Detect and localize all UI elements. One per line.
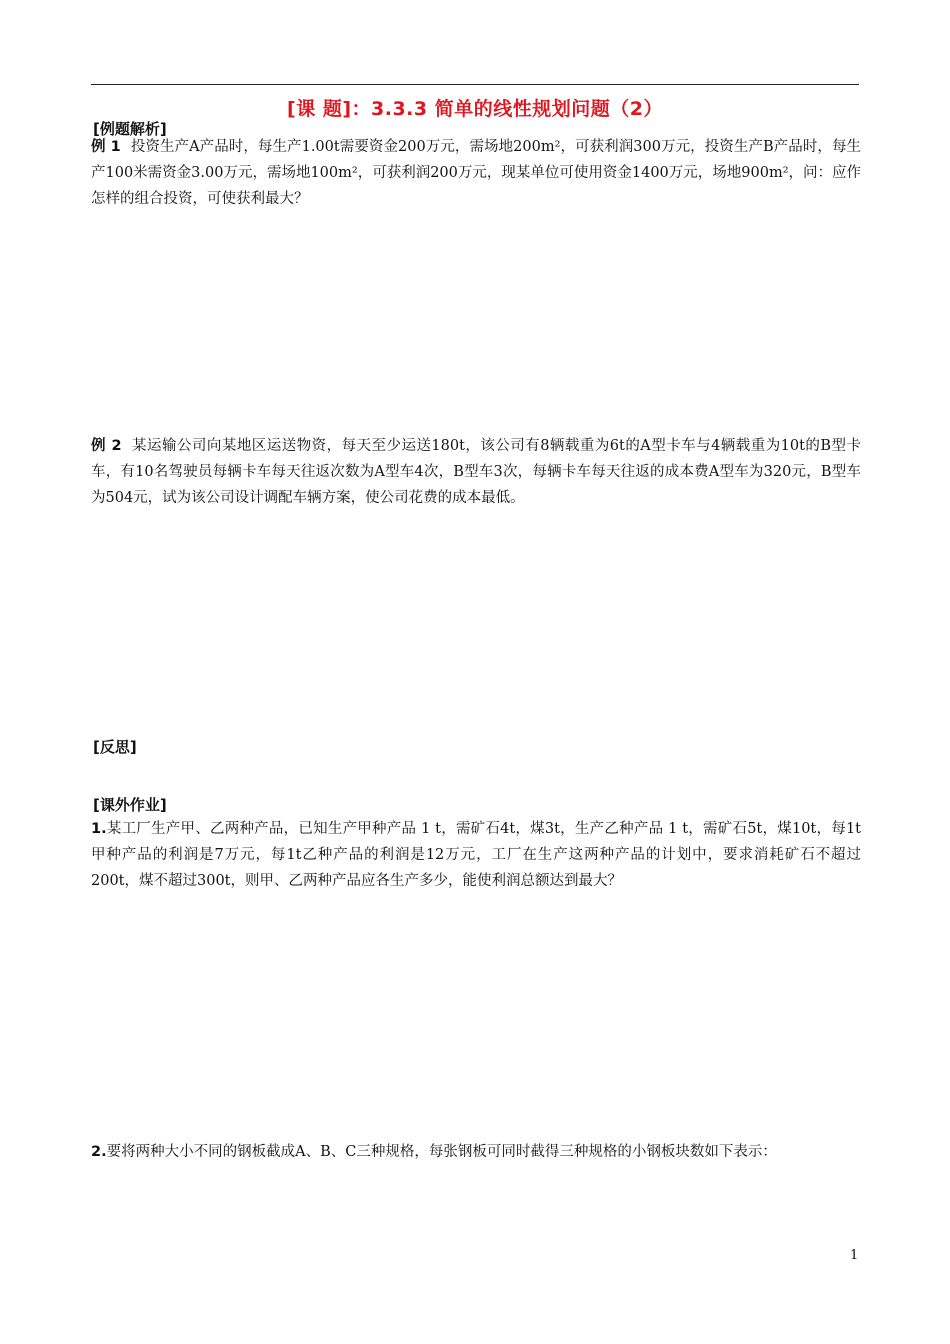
homework-item-1 (91, 816, 861, 894)
homework-1-text: 某工厂生产甲、乙两种产品，已知生产甲种产品 1 t，需矿石4t，煤3t，生产乙种产品 1 t，需矿石5t，煤10t，每1t甲种产品的利润是7万元，每1t乙种产品的利润是12万元，工厂在生产这两种产品的计划中，要求消耗矿石不超过200t，煤不超过300t，则甲、乙两种产品应各生产多少，能使利润总额达到最大？ (91, 821, 861, 889)
lesson-title: [课 题]：3.3.3 简单的线性规划问题（2） (287, 98, 663, 120)
homework-heading: [课外作业] (93, 796, 167, 814)
homework-1-number: 1. (91, 821, 107, 837)
reflection-heading: [反思] (93, 738, 137, 756)
example-1-text: 投资生产A产品时，每生产1.00t需要资金200万元，需场地200m²，可获利润300万元，投资生产B产品时，每生产100米需资金3.00万元，需场地100m²，可获利润200万元，现某单位可使用资金1400万元，场地900m²，问：应作怎样的组合投资，可使获利最大？ (91, 139, 862, 207)
example-2 (91, 433, 861, 511)
example-2-text: 某运输公司向某地区运送物资，每天至少运送180t，该公司有8辆载重为6t的A型卡车与4辆载重为10t的B型卡车，有10名驾驶员每辆卡车每天往返次数为A型车4次，B型车3次，每辆卡车每天往返的成本费A型车为320元，B型车为504元，试为该公司设计调配车辆方案，使公司花费的成本最低。 (91, 438, 861, 506)
homework-2-text: 要将两种大小不同的钢板截成A、B、C三种规格，每张钢板可同时截得三种规格的小钢板块数如下表示： (106, 1144, 777, 1160)
example-2-label: 例 2 (91, 438, 122, 454)
example-1-label: 例 1 (91, 139, 121, 155)
example-1 (91, 134, 861, 212)
page-number: 1 (850, 1248, 859, 1263)
header-rule (91, 84, 859, 85)
examples-heading: [例题解析] (93, 120, 167, 138)
homework-2-number: 2. (91, 1144, 107, 1160)
homework-item-2 (91, 1139, 861, 1165)
